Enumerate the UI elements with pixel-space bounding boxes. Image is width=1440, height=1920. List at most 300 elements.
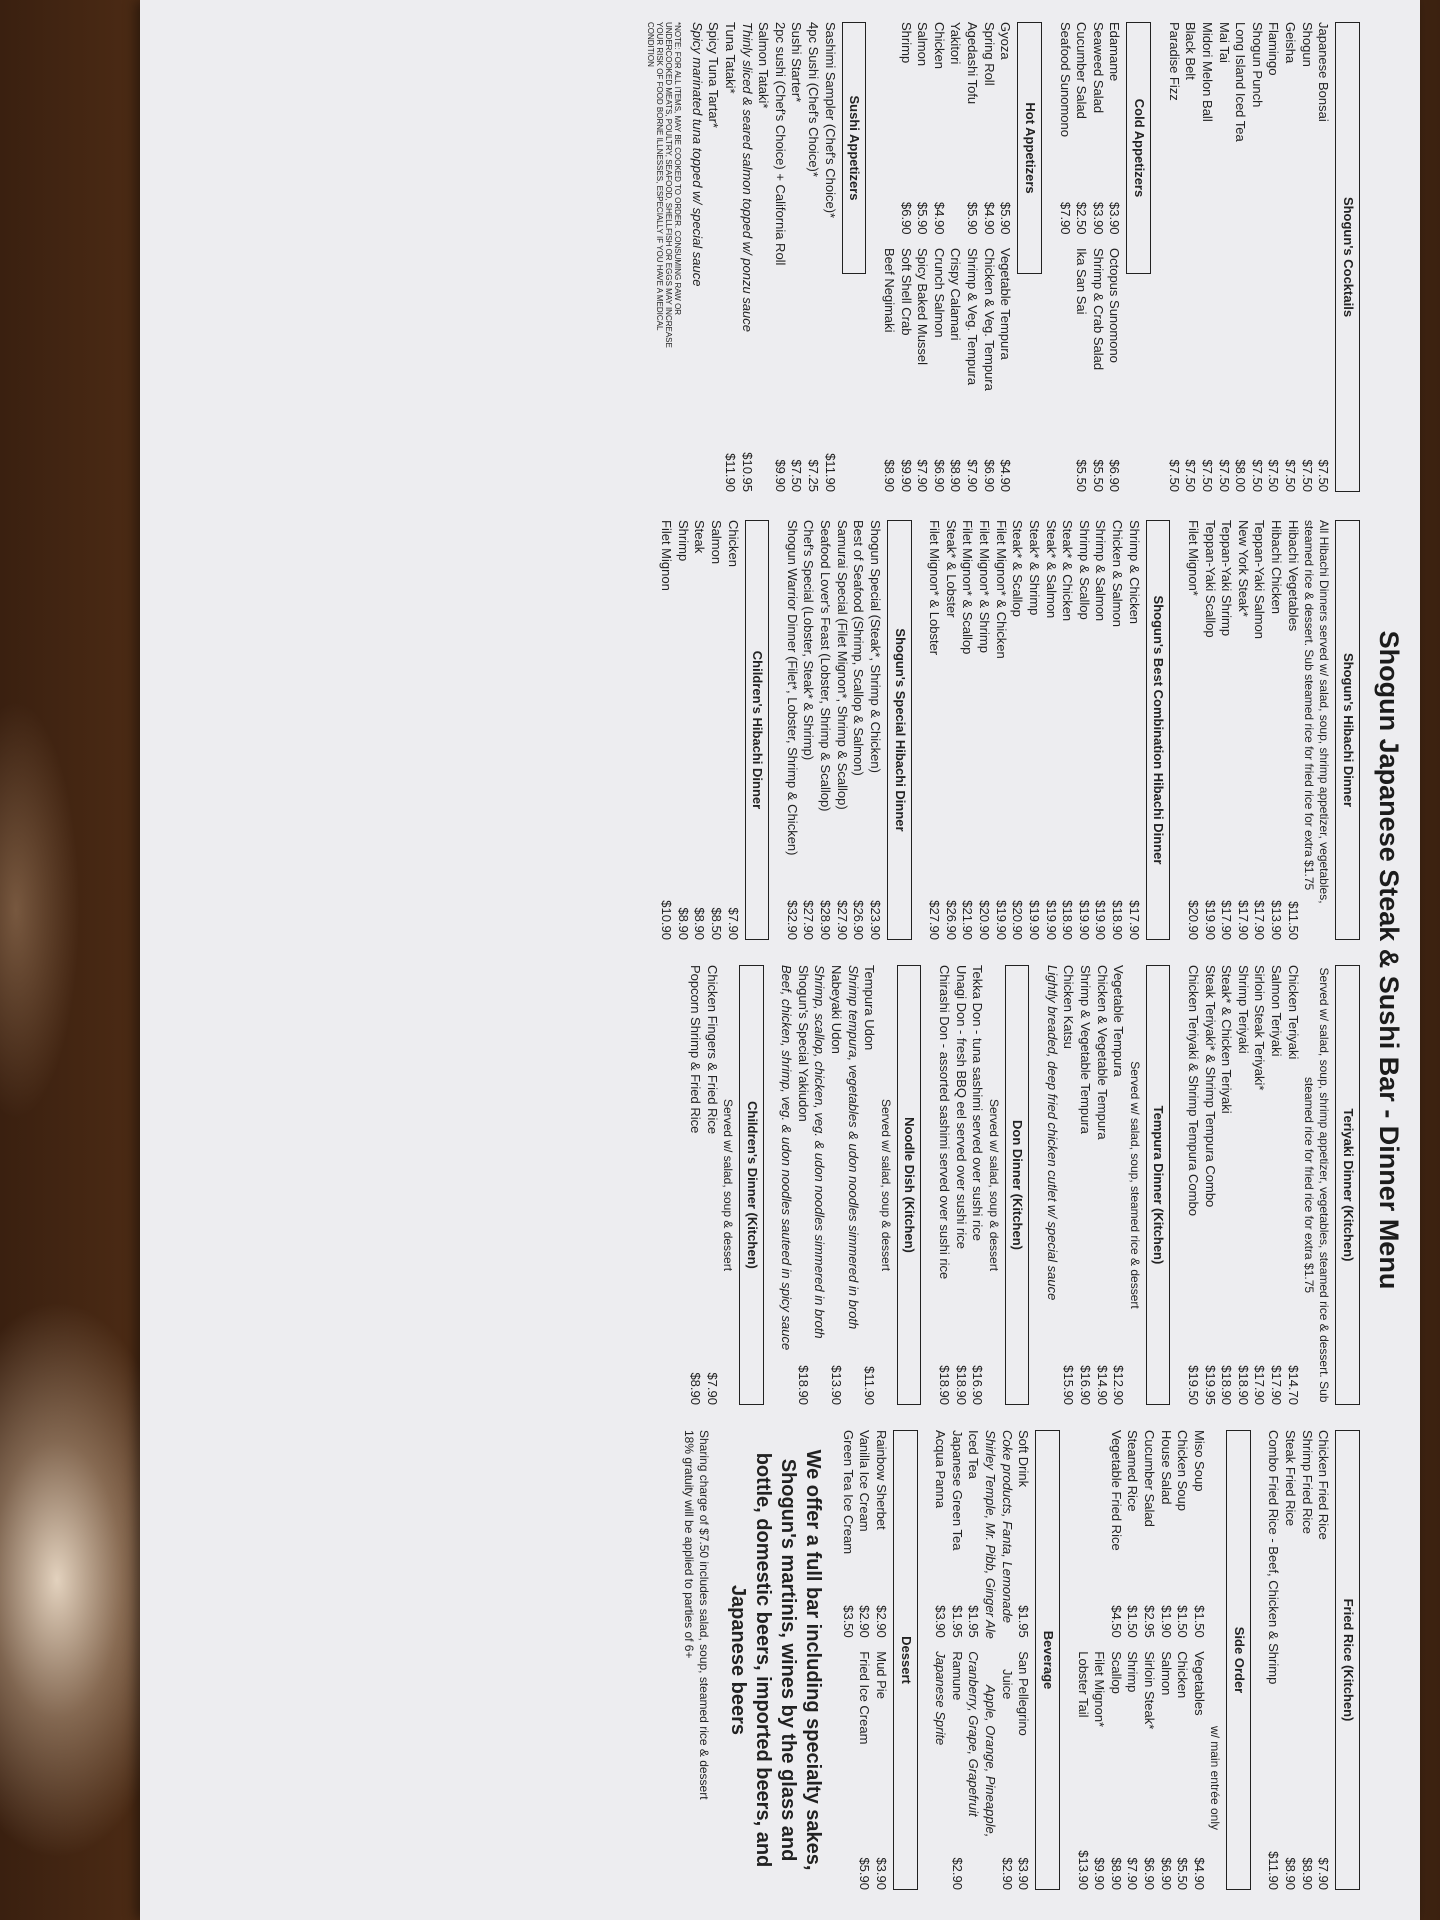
item-price: $1.95 bbox=[1016, 1605, 1032, 1638]
item-price: $26.90 bbox=[851, 900, 867, 940]
item-name bbox=[1056, 248, 1073, 446]
item-price: $16.90 bbox=[1078, 1365, 1094, 1405]
item-price: $14.70 bbox=[1285, 1365, 1301, 1405]
beverage-list bbox=[932, 1430, 1032, 1890]
menu-title: Shogun Japanese Steak & Sushi Bar - Dinner Menu bbox=[1374, 630, 1404, 1290]
menu-item bbox=[1025, 520, 1042, 940]
item-name: Seafood Sunomono bbox=[1057, 22, 1073, 137]
item-name: Beef, chicken, shrimp, veg. & udon noodles sauteed in spicy sauce bbox=[779, 965, 795, 1351]
gratuity-note: 18% gratuity will be applied to parties of 6+ bbox=[681, 1430, 696, 1659]
item-price: $6.90 bbox=[931, 459, 947, 492]
item-price: $7.50 bbox=[1183, 459, 1199, 492]
section-note: Served w/ salad, soup, shrimp appetizer, vegetables, steamed rice & dessert. Sub steamed rice for fried rice for extra $1.75 bbox=[1302, 967, 1332, 1403]
menu-item-pair bbox=[947, 22, 964, 492]
section-note: Served w/ salad, soup & dessert bbox=[720, 1098, 735, 1272]
item-price: $19.90 bbox=[1093, 900, 1109, 940]
item-price: $7.90 bbox=[1057, 202, 1073, 235]
item-name: Vegetables bbox=[1191, 1651, 1207, 1716]
item-price: $5.90 bbox=[965, 202, 981, 235]
item-price: $8.90 bbox=[675, 907, 691, 940]
item-price: $19.95 bbox=[1202, 1365, 1218, 1405]
item-name: Thinly sliced & seared salmon topped w/ ponzu sauce bbox=[739, 22, 755, 333]
item-name: Lightly breaded, deep fried chicken cutlet w/ special sauce bbox=[1044, 965, 1060, 1301]
section-heading: Don Dinner (Kitchen) bbox=[1005, 965, 1030, 1405]
item-price: $12.90 bbox=[1111, 1365, 1127, 1405]
item-price: $6.90 bbox=[1142, 1857, 1158, 1890]
item-price: $8.90 bbox=[948, 459, 964, 492]
item-name: Ramune bbox=[949, 1651, 965, 1701]
item-name: Shrimp bbox=[898, 22, 914, 64]
section-heading: Teriyaki Dinner (Kitchen) bbox=[1335, 965, 1360, 1405]
item-name: Midori Melon Ball bbox=[1200, 22, 1215, 122]
menu-item bbox=[1059, 520, 1076, 940]
item-price bbox=[880, 202, 897, 248]
item-name: Tempura Udon bbox=[862, 965, 878, 1051]
menu-item bbox=[1076, 965, 1093, 1405]
menu-item bbox=[1092, 520, 1109, 940]
menu-item-pair bbox=[1140, 1430, 1157, 1890]
item-name: Spring Roll bbox=[981, 22, 997, 86]
item-price: $13.90 bbox=[1269, 900, 1285, 940]
item-name: Steamed Rice bbox=[1125, 1430, 1141, 1512]
item-price: $7.50 bbox=[1200, 459, 1215, 492]
menu-item-pair bbox=[1157, 1430, 1174, 1890]
menu-item bbox=[657, 520, 674, 940]
section-heading: Fried Rice (Kitchen) bbox=[1335, 1430, 1360, 1890]
item-name: Spicy Tuna Tartar* bbox=[706, 22, 722, 128]
item-price: $5.90 bbox=[998, 202, 1014, 235]
full-bar-note: We offer a full bar including specialty sakes, Shogun's martinis, wines by the glass and bottle, domestic beers, imported beers, and Japanese beers bbox=[727, 1449, 825, 1871]
section-heading: Noodle Dish (Kitchen) bbox=[897, 965, 922, 1405]
menu-item-pair bbox=[932, 1430, 949, 1890]
menu-item bbox=[674, 520, 691, 940]
item-price: $17.90 bbox=[1252, 900, 1268, 940]
item-name: Shrimp tempura, vegetables & udon noodles simmered in broth bbox=[845, 965, 861, 1330]
item-name: Sirloin Steak Teriyaki* bbox=[1252, 965, 1268, 1091]
item-name: Shrimp & Scallop bbox=[1076, 520, 1092, 620]
item-price: $5.50 bbox=[1175, 1857, 1191, 1890]
item-name: Black Belt bbox=[1183, 22, 1199, 80]
item-name: Apple, Orange, Pineapple, bbox=[983, 1684, 999, 1838]
item-name: Shrimp & Veg. Tempura bbox=[965, 248, 981, 386]
item-price: $3.50 bbox=[840, 1605, 856, 1638]
item-price bbox=[947, 202, 964, 248]
menu-item bbox=[738, 22, 755, 492]
cocktails-list bbox=[1165, 22, 1331, 492]
item-price: $8.90 bbox=[692, 907, 708, 940]
sushi-appetizers-list bbox=[688, 22, 838, 492]
item-name: Shogun's Special Yakiudon bbox=[795, 965, 811, 1122]
section-heading: Beverage bbox=[1035, 1430, 1060, 1890]
menu-item bbox=[771, 22, 788, 492]
section-heading: Hot Appetizers bbox=[1017, 22, 1042, 274]
item-name: Beef Negimaki bbox=[882, 248, 897, 333]
childrens-hibachi-list bbox=[657, 520, 740, 940]
item-price: $18.90 bbox=[953, 1365, 969, 1405]
item-name: Best of Seafood (Shrimp, Scallop & Salmon) bbox=[851, 520, 867, 776]
item-price: $26.90 bbox=[943, 900, 959, 940]
column-right bbox=[680, 1430, 1370, 1890]
item-price: $7.50 bbox=[1266, 459, 1282, 492]
item-price: $11.90 bbox=[723, 453, 738, 492]
item-name: Japanese Bonsai bbox=[1316, 22, 1332, 122]
menu-item-pair bbox=[1107, 1430, 1124, 1890]
menu-item-pair bbox=[1015, 1430, 1032, 1890]
item-price: $3.90 bbox=[933, 1605, 949, 1638]
item-name: Flamingo bbox=[1266, 22, 1282, 76]
menu-item bbox=[1267, 520, 1284, 940]
item-price bbox=[1074, 1605, 1091, 1651]
section-heading: Cold Appetizers bbox=[1127, 22, 1152, 274]
item-name: Shrimp bbox=[675, 520, 691, 562]
item-price: $7.50 bbox=[789, 459, 805, 492]
menu-item bbox=[1218, 520, 1235, 940]
don-list bbox=[935, 965, 985, 1405]
item-price: $3.90 bbox=[873, 1857, 889, 1890]
item-name: Sashimi Sampler (Chef's Choice)* bbox=[822, 22, 838, 219]
menu-item-pair bbox=[856, 1430, 873, 1890]
item-price: $8.50 bbox=[708, 907, 724, 940]
item-name: Sirloin Steak* bbox=[1142, 1651, 1158, 1730]
menu-item bbox=[1234, 520, 1251, 940]
item-price: $4.90 bbox=[1191, 1857, 1207, 1890]
menu-item bbox=[686, 965, 703, 1405]
item-name bbox=[839, 1651, 856, 1844]
section-heading: Shogun's Best Combination Hibachi Dinner bbox=[1146, 520, 1171, 940]
menu-item bbox=[1182, 22, 1199, 492]
menu-item bbox=[1215, 22, 1232, 492]
menu-item bbox=[800, 520, 817, 940]
menu-item bbox=[1234, 965, 1251, 1405]
item-price: $9.90 bbox=[1092, 1857, 1108, 1890]
menu-item bbox=[833, 520, 850, 940]
item-price: $3.90 bbox=[1016, 1857, 1032, 1890]
item-name: Juice bbox=[999, 1668, 1015, 1700]
menu-item bbox=[1043, 965, 1060, 1405]
item-price: $21.90 bbox=[960, 900, 976, 940]
item-name: Steak Fried Rice bbox=[1283, 1430, 1299, 1527]
item-price: $7.50 bbox=[1216, 459, 1232, 492]
item-name: Japanese Green Tea bbox=[949, 1430, 965, 1551]
item-name bbox=[880, 22, 897, 202]
item-name: Shirley Temple, Mr. Pibb, Ginger Ale bbox=[983, 1430, 999, 1639]
item-name: Shrimp Teriyaki bbox=[1235, 965, 1251, 1054]
item-name: Crunch Salmon bbox=[931, 248, 947, 338]
tempura-list bbox=[1043, 965, 1126, 1405]
item-price: $16.90 bbox=[970, 1365, 986, 1405]
menu-item bbox=[850, 520, 867, 940]
menu-item bbox=[926, 520, 943, 940]
menu-item bbox=[688, 22, 705, 492]
menu-item bbox=[1248, 22, 1265, 492]
menu-item bbox=[1093, 965, 1110, 1405]
menu-item bbox=[783, 520, 800, 940]
item-price: $23.90 bbox=[867, 900, 883, 940]
food-safety-notice: *NOTE: FOR ALL ITEMS, MAY BE COOKED TO ORDER. CONSUMING RAW OR UNDERCOOKED MEATS, POULTRY, SEAFOOD, SHELLFISH OR EGGS MAY INCREASE YOUR RISK OF FOOD BORNE ILLNESSES, ESPECIALLY IF YOU HAVE A MEDICAL CONDITION bbox=[645, 22, 683, 348]
item-name: Tuna Tataki* bbox=[723, 22, 738, 94]
item-price: $7.50 bbox=[1299, 459, 1315, 492]
menu-item bbox=[1315, 22, 1332, 492]
item-name: Geisha bbox=[1283, 22, 1299, 64]
item-price: $19.90 bbox=[1026, 900, 1042, 940]
item-price: $1.50 bbox=[1175, 1605, 1191, 1638]
menu-item bbox=[811, 965, 828, 1405]
item-name: Seaweed Salad bbox=[1090, 22, 1106, 114]
item-price: $8.90 bbox=[882, 459, 897, 492]
item-price: $19.90 bbox=[1202, 900, 1218, 940]
item-name: Samurai Special (Filet Mignon*, Shrimp & Scallop) bbox=[834, 520, 850, 810]
section-note: Served w/ salad, soup & dessert bbox=[878, 1098, 893, 1272]
item-name: Vanilla Ice Cream bbox=[857, 1430, 873, 1532]
item-price bbox=[1091, 1605, 1108, 1651]
menu-item bbox=[703, 965, 720, 1405]
item-price: $14.90 bbox=[1094, 1365, 1110, 1405]
menu-paper bbox=[140, 0, 1420, 1920]
item-name: Chicken Teriyaki bbox=[1285, 965, 1301, 1060]
item-name: Vegetable Tempura bbox=[1111, 965, 1127, 1077]
item-price bbox=[981, 1639, 998, 1685]
item-name: Agedashi Tofu bbox=[965, 22, 981, 105]
item-name: Rainbow Sherbet bbox=[873, 1430, 889, 1530]
item-price: $13.90 bbox=[1075, 1850, 1091, 1890]
item-name: Filet Mignon* & Lobster bbox=[927, 520, 943, 656]
item-price: $17.90 bbox=[1126, 900, 1142, 940]
menu-item bbox=[975, 520, 992, 940]
menu-item-pair bbox=[1106, 22, 1123, 492]
item-price: $2.90 bbox=[999, 1857, 1015, 1890]
item-name: Steak* & Lobster bbox=[943, 520, 959, 618]
menu-item bbox=[794, 965, 811, 1405]
item-name: Steak* & Salmon bbox=[1043, 520, 1059, 619]
item-price: $2.50 bbox=[1074, 202, 1090, 235]
menu-item bbox=[1232, 22, 1249, 492]
item-name: Chicken Katsu bbox=[1061, 965, 1077, 1049]
fried-rice-list bbox=[1265, 1430, 1332, 1890]
item-price: $19.90 bbox=[993, 900, 1009, 940]
menu-item bbox=[1108, 520, 1125, 940]
menu-item-pair bbox=[998, 1430, 1015, 1890]
item-price: $20.90 bbox=[1185, 900, 1201, 940]
item-price: $6.90 bbox=[1158, 1857, 1174, 1890]
item-price: $3.90 bbox=[1107, 202, 1123, 235]
item-name: Chicken & Salmon bbox=[1110, 520, 1126, 627]
item-price: $4.90 bbox=[931, 202, 947, 235]
item-name: Shrimp & Salmon bbox=[1093, 520, 1109, 622]
item-name: Shrimp bbox=[1125, 1651, 1141, 1693]
item-price: $17.90 bbox=[1269, 1365, 1285, 1405]
item-name: Salmon bbox=[915, 22, 931, 67]
item-price: $5.90 bbox=[915, 202, 931, 235]
item-name: Chicken bbox=[725, 520, 741, 567]
item-price: $7.90 bbox=[704, 1372, 720, 1405]
item-name: Shrimp & Crab Salad bbox=[1090, 248, 1106, 371]
item-name: Filet Mignon* & Chicken bbox=[993, 520, 1009, 659]
section-note: Served w/ salad, soup, steamed rice & dessert bbox=[1127, 1061, 1142, 1309]
item-name: Shogun Special (Steak*, Shrimp & Chicken) bbox=[867, 520, 883, 773]
item-name: Shogun bbox=[1299, 22, 1315, 67]
item-name: Coke products, Fanta, Lemonade bbox=[999, 1430, 1015, 1623]
teriyaki-list bbox=[1184, 965, 1300, 1405]
item-price bbox=[705, 446, 722, 492]
item-name: San Pellegrino bbox=[1016, 1651, 1032, 1736]
item-name: Chicken & Vegetable Tempura bbox=[1094, 965, 1110, 1140]
hibachi-list bbox=[1184, 520, 1300, 940]
menu-item-pair bbox=[897, 22, 914, 492]
menu-item bbox=[1282, 22, 1299, 492]
section-heading: Tempura Dinner (Kitchen) bbox=[1146, 965, 1171, 1405]
item-price: $18.90 bbox=[1219, 1365, 1235, 1405]
menu-item-pair bbox=[1089, 22, 1106, 492]
item-name bbox=[1074, 1430, 1091, 1605]
menu-item-pair bbox=[997, 22, 1014, 492]
item-price: $9.90 bbox=[772, 459, 788, 492]
item-price bbox=[981, 1844, 998, 1890]
menu-item bbox=[707, 520, 724, 940]
item-price: $6.90 bbox=[981, 459, 997, 492]
item-name: Scallop bbox=[1108, 1651, 1124, 1694]
item-name: Japanese Sprite bbox=[933, 1651, 949, 1746]
item-price: $7.90 bbox=[915, 459, 931, 492]
item-price: $1.95 bbox=[949, 1605, 965, 1638]
menu-item bbox=[755, 22, 772, 492]
item-price bbox=[844, 1359, 861, 1405]
item-name: House Salad bbox=[1158, 1430, 1174, 1505]
item-price: $7.90 bbox=[1316, 1857, 1332, 1890]
menu-item bbox=[805, 22, 822, 492]
item-price: $7.50 bbox=[1283, 459, 1299, 492]
item-price: $11.50 bbox=[1285, 901, 1301, 940]
menu-item-pair bbox=[914, 22, 931, 492]
item-name: Chicken Fried Rice bbox=[1316, 1430, 1332, 1540]
item-price: $19.90 bbox=[1043, 900, 1059, 940]
item-price: $18.90 bbox=[1110, 900, 1126, 940]
item-name: Long Island Iced Tea bbox=[1233, 22, 1249, 142]
item-price: $3.90 bbox=[1090, 202, 1106, 235]
menu-item bbox=[1284, 965, 1301, 1405]
item-name bbox=[1091, 1430, 1108, 1605]
item-name: Steak bbox=[692, 520, 708, 554]
menu-item bbox=[1184, 520, 1201, 940]
item-price: $6.90 bbox=[1107, 459, 1123, 492]
item-name: Vegetable Fried Rice bbox=[1108, 1430, 1124, 1551]
childrens-kitchen-list bbox=[686, 965, 719, 1405]
item-name: Soft Shell Crab bbox=[898, 248, 914, 336]
menu-sheet bbox=[140, 0, 1420, 1920]
item-price: $9.90 bbox=[898, 459, 914, 492]
item-name: Steak* & Chicken Teriyaki bbox=[1219, 965, 1235, 1114]
item-name: Shogun Punch bbox=[1249, 22, 1265, 108]
item-price: $20.90 bbox=[1010, 900, 1026, 940]
menu-item bbox=[1284, 520, 1301, 940]
sharing-charge-note: Sharing charge of $7.50 includes salad, soup, steamed rice & dessert bbox=[697, 1430, 712, 1800]
menu-item bbox=[1110, 965, 1127, 1405]
item-name: Shrimp & Vegetable Tempura bbox=[1078, 965, 1094, 1134]
item-price bbox=[932, 1844, 949, 1890]
item-name: Yakitori bbox=[948, 22, 964, 65]
menu-item bbox=[1198, 22, 1215, 492]
menu-item-pair bbox=[930, 22, 947, 492]
item-name: Shrimp & Chicken bbox=[1126, 520, 1142, 625]
menu-item bbox=[935, 965, 952, 1405]
item-name: Cucumber Salad bbox=[1074, 22, 1090, 119]
item-name: Unagi Don - fresh BBQ eel served over sushi rice bbox=[953, 965, 969, 1249]
item-name: Seafood Lover's Feast (Lobster, Shrimp & Scallop) bbox=[818, 520, 834, 812]
item-price: $15.90 bbox=[1061, 1365, 1077, 1405]
item-name: Acqua Panna bbox=[933, 1430, 949, 1509]
menu-item bbox=[1315, 1430, 1332, 1890]
item-name: Salmon bbox=[708, 520, 724, 565]
item-name: Spicy marinated tuna topped w/ special sauce bbox=[689, 22, 705, 287]
item-name: Chef's Special (Lobster, Steak* & Shrimp) bbox=[801, 520, 817, 761]
item-price: $8.90 bbox=[1299, 1857, 1315, 1890]
menu-item bbox=[1184, 965, 1201, 1405]
item-price: $4.90 bbox=[981, 202, 997, 235]
item-name: Lobster Tail bbox=[1075, 1651, 1091, 1718]
item-price bbox=[688, 446, 705, 492]
item-price: $11.90 bbox=[862, 1366, 878, 1405]
menu-item-pair bbox=[880, 22, 897, 492]
item-price: $13.90 bbox=[829, 1365, 845, 1405]
item-name: Filet Mignon* & Scallop bbox=[960, 520, 976, 655]
item-name: Mai Tai bbox=[1216, 22, 1232, 63]
item-name: Miso Soup bbox=[1191, 1430, 1207, 1492]
item-name: Teppan-Yaki Shrimp bbox=[1219, 520, 1235, 637]
item-price: $27.90 bbox=[801, 900, 817, 940]
section-heading: Children's Hibachi Dinner bbox=[745, 520, 770, 940]
menu-item-pair bbox=[1174, 1430, 1191, 1890]
item-name: Iced Tea bbox=[966, 1430, 982, 1479]
menu-item bbox=[1125, 520, 1142, 940]
section-heading: Sushi Appetizers bbox=[842, 22, 867, 274]
item-name: Spicy Baked Mussel bbox=[915, 248, 931, 366]
item-price: $8.90 bbox=[1283, 1857, 1299, 1890]
item-name: Steak Teriyaki* & Shrimp Tempura Combo bbox=[1202, 965, 1218, 1208]
item-name: Steak* & Chicken bbox=[1060, 520, 1076, 622]
menu-item-pair bbox=[1074, 1430, 1091, 1890]
item-price: $27.90 bbox=[927, 900, 943, 940]
menu-item-pair bbox=[1056, 22, 1073, 492]
item-name: Chicken Soup bbox=[1175, 1430, 1191, 1511]
item-price: $1.90 bbox=[1158, 1605, 1174, 1638]
item-price: $7.50 bbox=[1166, 459, 1182, 492]
menu-item bbox=[1201, 965, 1218, 1405]
menu-item bbox=[952, 965, 969, 1405]
item-name: Soft Drink bbox=[1016, 1430, 1032, 1488]
item-name: Paradise Fizz bbox=[1166, 22, 1182, 101]
menu-item-pair bbox=[1073, 22, 1090, 492]
item-price: $1.50 bbox=[1191, 1605, 1207, 1638]
item-price: $6.90 bbox=[898, 202, 914, 235]
menu-item bbox=[1267, 965, 1284, 1405]
item-price: $27.90 bbox=[834, 900, 850, 940]
menu-item-pair bbox=[1190, 1430, 1207, 1890]
section-heading: Shogun's Cocktails bbox=[1335, 22, 1360, 492]
menu-item bbox=[1042, 520, 1059, 940]
item-price: $8.90 bbox=[687, 1372, 703, 1405]
item-name: Popcorn Shrimp & Fried Rice bbox=[687, 965, 703, 1134]
item-name: Mud Pie bbox=[873, 1651, 889, 1699]
item-name: New York Steak* bbox=[1235, 520, 1251, 617]
item-name: Hibachi Vegetables bbox=[1285, 520, 1301, 632]
section-note: w/ main entrée only bbox=[1208, 1725, 1223, 1830]
item-price: $18.90 bbox=[936, 1365, 952, 1405]
menu-item-pair bbox=[839, 1430, 856, 1890]
item-price: $1.50 bbox=[1125, 1605, 1141, 1638]
item-name: 2pc sushi (Chef's Choice) + California Roll bbox=[772, 22, 788, 266]
menu-item bbox=[942, 520, 959, 940]
item-name: Gyoza bbox=[998, 22, 1014, 60]
item-price: $7.90 bbox=[1125, 1857, 1141, 1890]
